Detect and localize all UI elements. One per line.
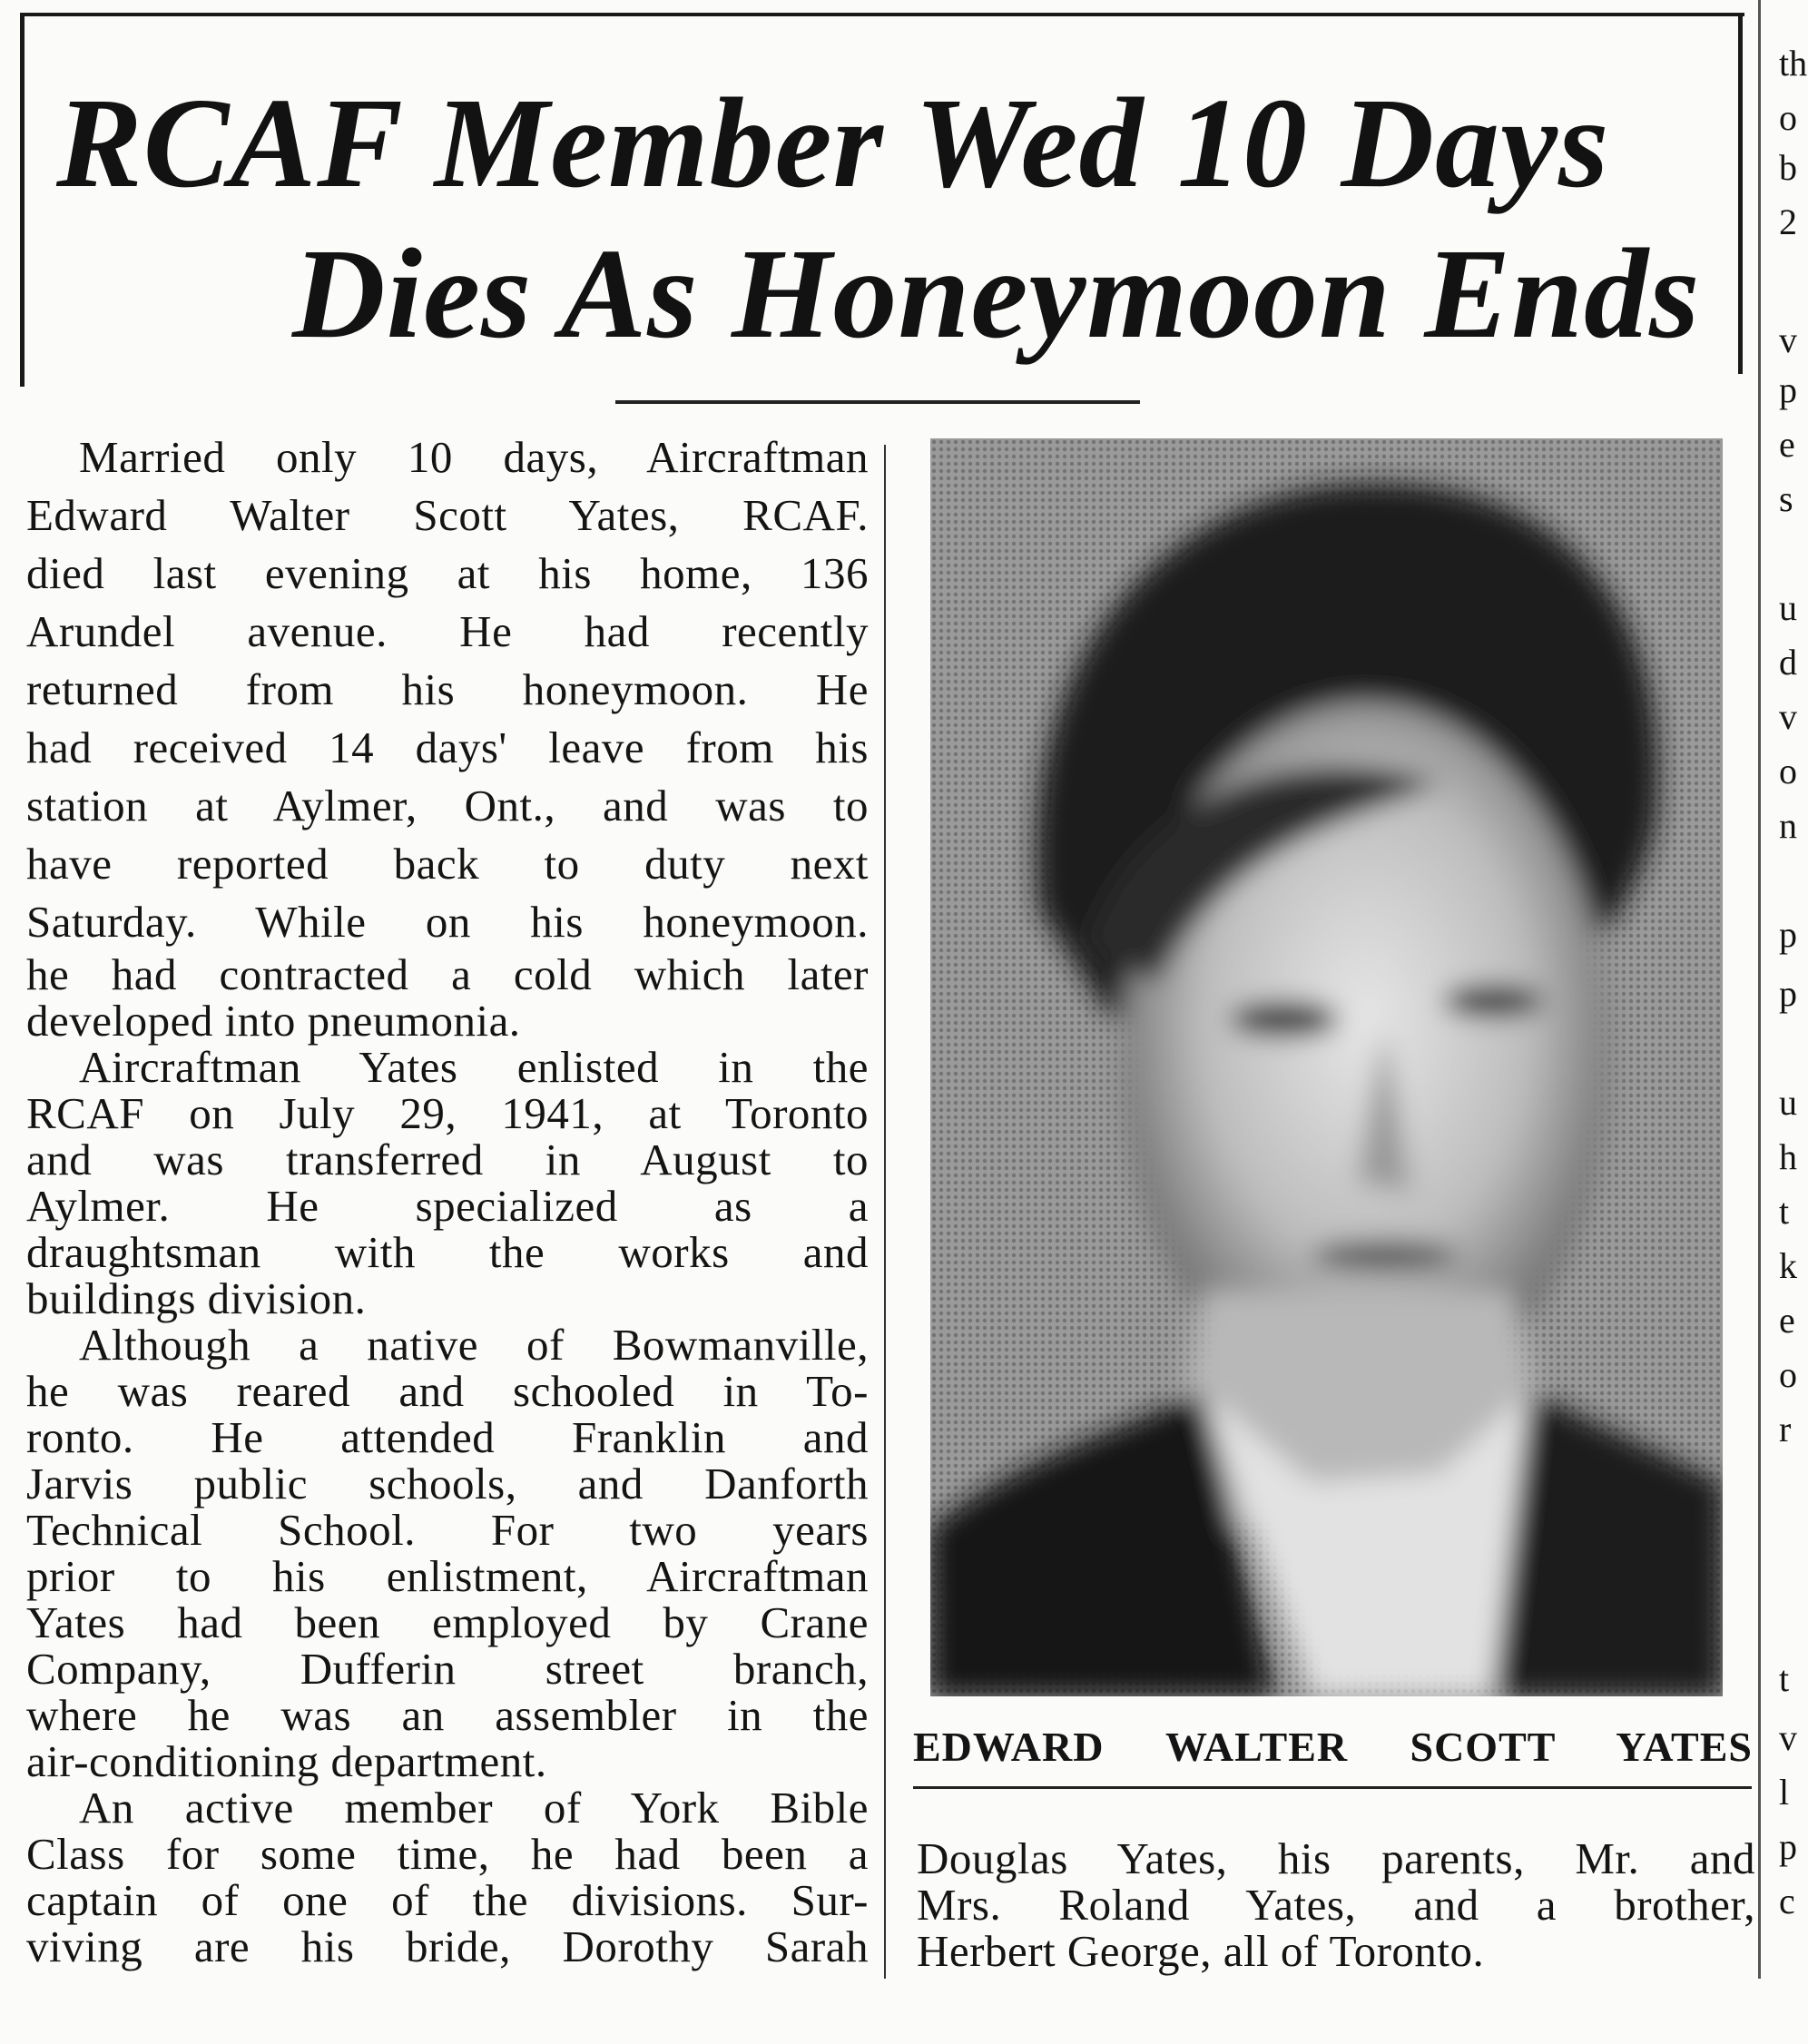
- article-line: Class for some time, he had been a: [26, 1829, 869, 1879]
- article-line: captain of one of the divisions. Sur-: [26, 1875, 869, 1925]
- article-continuation: [917, 1835, 1755, 1974]
- article-line: Technical School. For two years: [26, 1505, 869, 1555]
- article-line: he had contracted a cold which later: [26, 949, 869, 999]
- adjacent-column-letter: v: [1779, 319, 1797, 360]
- column-divider: [884, 445, 886, 1979]
- article-continuation-line: Mrs. Roland Yates, and a brother,: [917, 1880, 1755, 1930]
- adjacent-column-letter: c: [1779, 1881, 1795, 1921]
- adjacent-column-letter: k: [1779, 1245, 1797, 1286]
- adjacent-column-letter: v: [1779, 696, 1797, 737]
- article-line: Jarvis public schools, and Danforth: [26, 1459, 869, 1508]
- headline-line-2: Dies As Honeymoon Ends: [292, 221, 1701, 365]
- article-body: [26, 428, 869, 1970]
- adjacent-column-letter: s: [1779, 478, 1793, 519]
- article-line: Aylmer. He specialized as a: [26, 1181, 869, 1231]
- article-line: Edward Walter Scott Yates, RCAF.: [26, 490, 869, 540]
- article-line: he was reared and schooled in To-: [26, 1366, 869, 1416]
- adjacent-column-letter: u: [1779, 587, 1797, 628]
- headline-box-top-border: [20, 13, 1744, 16]
- headline-rule: [615, 400, 1140, 404]
- adjacent-column-letter: 2: [1779, 201, 1797, 242]
- headline-box-right-border: [1738, 13, 1743, 374]
- article-line: air-conditioning department.: [26, 1736, 547, 1786]
- article-continuation-line: Douglas Yates, his parents, Mr. and: [917, 1833, 1755, 1883]
- adjacent-column-letter: u: [1779, 1082, 1797, 1123]
- adjacent-column-letter: o: [1779, 751, 1797, 791]
- article-line: Married only 10 days, Aircraftman: [79, 432, 869, 482]
- portrait-photo: [930, 438, 1723, 1696]
- article-line: Company, Dufferin street branch,: [26, 1644, 869, 1694]
- headline-line-1: RCAF Member Wed 10 Days: [56, 71, 1610, 214]
- adjacent-column-rule: [1758, 0, 1761, 1979]
- article-line: Saturday. While on his honeymoon.: [26, 897, 869, 947]
- article-line: Yates had been employed by Crane: [26, 1597, 869, 1647]
- adjacent-column-letter: e: [1779, 424, 1795, 465]
- adjacent-column-letter: r: [1779, 1409, 1792, 1449]
- adjacent-column-letter: p: [1779, 973, 1797, 1014]
- adjacent-column-letter: v: [1779, 1717, 1797, 1758]
- article-line: returned from his honeymoon. He: [26, 664, 869, 714]
- article-continuation-line: Herbert George, all of Toronto.: [917, 1926, 1485, 1976]
- article-line: prior to his enlistment, Aircraftman: [26, 1551, 869, 1601]
- article-line: Arundel avenue. He had recently: [26, 606, 869, 656]
- adjacent-column-letter: p: [1779, 914, 1797, 955]
- article-line: died last evening at his home, 136: [26, 548, 869, 598]
- adjacent-column-letter: p: [1779, 369, 1797, 410]
- article-line: RCAF on July 29, 1941, at Toronto: [26, 1088, 869, 1138]
- article-line: viving are his bride, Dorothy Sarah: [26, 1921, 869, 1971]
- adjacent-column-letter: t: [1779, 1191, 1790, 1232]
- adjacent-column-letter: o: [1779, 97, 1797, 138]
- article-line: where he was an assembler in the: [26, 1690, 869, 1740]
- article-line: have reported back to duty next: [26, 839, 869, 889]
- article-line: Although a native of Bowmanville,: [79, 1320, 869, 1370]
- adjacent-column-letter: o: [1779, 1354, 1797, 1395]
- adjacent-column-letter: e: [1779, 1300, 1795, 1341]
- adjacent-column-letter: l: [1779, 1772, 1790, 1813]
- photo-caption: EDWARD WALTER SCOTT YATES: [913, 1724, 1753, 1770]
- article-line: developed into pneumonia.: [26, 996, 521, 1046]
- article-line: Aircraftman Yates enlisted in the: [79, 1042, 869, 1092]
- article-line: ronto. He attended Franklin and: [26, 1412, 869, 1462]
- adjacent-column-letter: th: [1779, 43, 1808, 84]
- adjacent-column-letter: h: [1779, 1136, 1797, 1177]
- article-line: station at Aylmer, Ont., and was to: [26, 781, 869, 830]
- adjacent-column-letter: p: [1779, 1826, 1797, 1867]
- adjacent-column-letter: n: [1779, 805, 1797, 846]
- article-line: had received 14 days' leave from his: [26, 722, 869, 772]
- headline-box-left-border: [20, 13, 25, 387]
- article-line: and was transferred in August to: [26, 1135, 869, 1184]
- adjacent-column-letter: d: [1779, 642, 1797, 683]
- caption-rule: [913, 1786, 1752, 1789]
- article-line: An active member of York Bible: [79, 1783, 869, 1833]
- adjacent-column-letter: t: [1779, 1658, 1790, 1699]
- adjacent-column-letter: b: [1779, 147, 1797, 188]
- article-line: buildings division.: [26, 1273, 367, 1323]
- article-line: draughtsman with the works and: [26, 1227, 869, 1277]
